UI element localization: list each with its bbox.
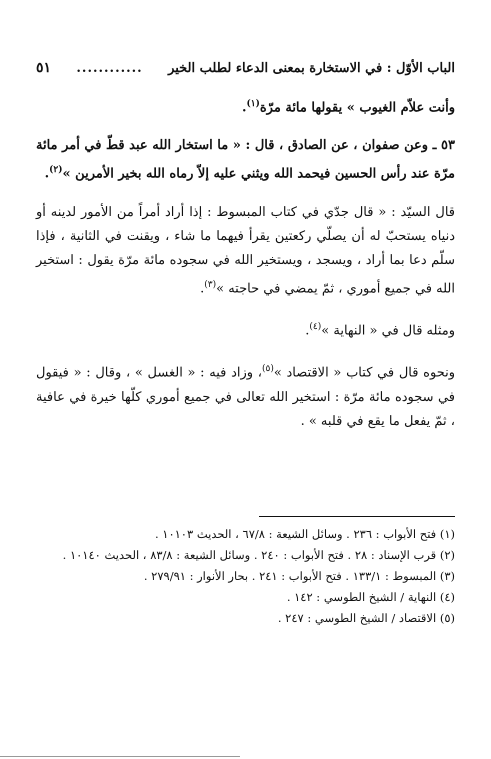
- page-number: ٥١: [36, 60, 52, 76]
- footnote-ref-3[interactable]: (٣): [204, 279, 217, 290]
- paragraph-3: [36, 201, 455, 301]
- paragraph-text: ٥٣ ـ وعن صفوان ، عن الصادق ، قال : « ما استخار الله عبد قطّ في أمر مائة مرّة عند رأس الحسين فيحمد الله ويثني عليه إلاّ رماه الله بخير الأمرين »: [36, 138, 455, 182]
- bottom-rule: [0, 756, 240, 757]
- main-text: [36, 92, 455, 448]
- paragraph-tail: .: [241, 100, 247, 116]
- paragraph-1: [36, 92, 455, 120]
- paragraph-tail: .: [44, 166, 50, 182]
- paragraph-text: قال السيّد : « قال جدّي في كتاب المبسوط : إذا أراد أمراً من الأمور لدينه أو دنياه يستحبّ له أن يصلّي ركعتين يقرأ فيهما ما شاء ، ويقنت في الثانية ، فإذا سلّم دعا بما أراد ، ويسجد ، ويستخير الله في سجوده مائة مرّة يقول : استخير الله في جميع أموري ، ثمّ يمضي في حاجته »: [36, 204, 455, 296]
- footnotes: [36, 524, 455, 629]
- paragraph-4: [36, 315, 455, 343]
- footnote-ref-4[interactable]: (٤): [309, 321, 322, 332]
- footnote-ref-5[interactable]: (٥): [261, 364, 274, 375]
- chapter-title: الباب الأوّل : في الاستخارة بمعنى الدعاء لطلب الخير: [168, 61, 455, 76]
- hadith-53: [36, 134, 455, 186]
- running-header: [36, 60, 455, 76]
- footnote-5: (٥) الاقتصاد / الشيخ الطوسي : ٢٤٧ .: [277, 611, 455, 625]
- paragraph-tail: ، وزاد فيه : « الغسل » ، وقال : « فيقول في سجوده مائة مرّة : استخير الله تعالى في جميع أموري كلّها خيرة في عافية ، ثمّ يفعل ما يقع في قلبه » .: [36, 365, 455, 429]
- paragraph-tail: .: [200, 280, 205, 296]
- paragraph-tail: .: [305, 323, 310, 339]
- footnote-1: (١) فتح الأبواب : ٢٣٦ . وسائل الشيعة : ٦٧/٨ ، الحديث ١٠١٠٣ .: [154, 527, 455, 541]
- footnote-2: (٢) قرب الإسناد : ٢٨ . فتح الأبواب : ٢٤٠ . وسائل الشيعة : ٨٣/٨ ، الحديث ١٠١٤٠ .: [62, 548, 455, 562]
- footnote-3: (٣) المبسوط : ١٣٣/١ . فتح الأبواب : ٢٤١ . بحار الأنوار : ٢٧٩/٩١ .: [143, 569, 455, 583]
- paragraph-5: [36, 357, 455, 433]
- paragraph-text: ومثله قال في « النهاية »: [321, 323, 455, 339]
- paragraph-text: وأنت علاّم الغيوب » يقولها مائة مرّة: [259, 100, 455, 116]
- footnote-ref-2[interactable]: (٢): [49, 165, 63, 176]
- paragraph-text: ونحوه قال في كتاب « الاقتصاد »: [273, 365, 456, 381]
- footnote-4: (٤) النهاية / الشيخ الطوسي : ١٤٢ .: [286, 590, 455, 604]
- header-dots: ............: [76, 61, 143, 76]
- footnote-ref-1[interactable]: (١): [246, 99, 260, 109]
- footnote-divider: [259, 516, 455, 517]
